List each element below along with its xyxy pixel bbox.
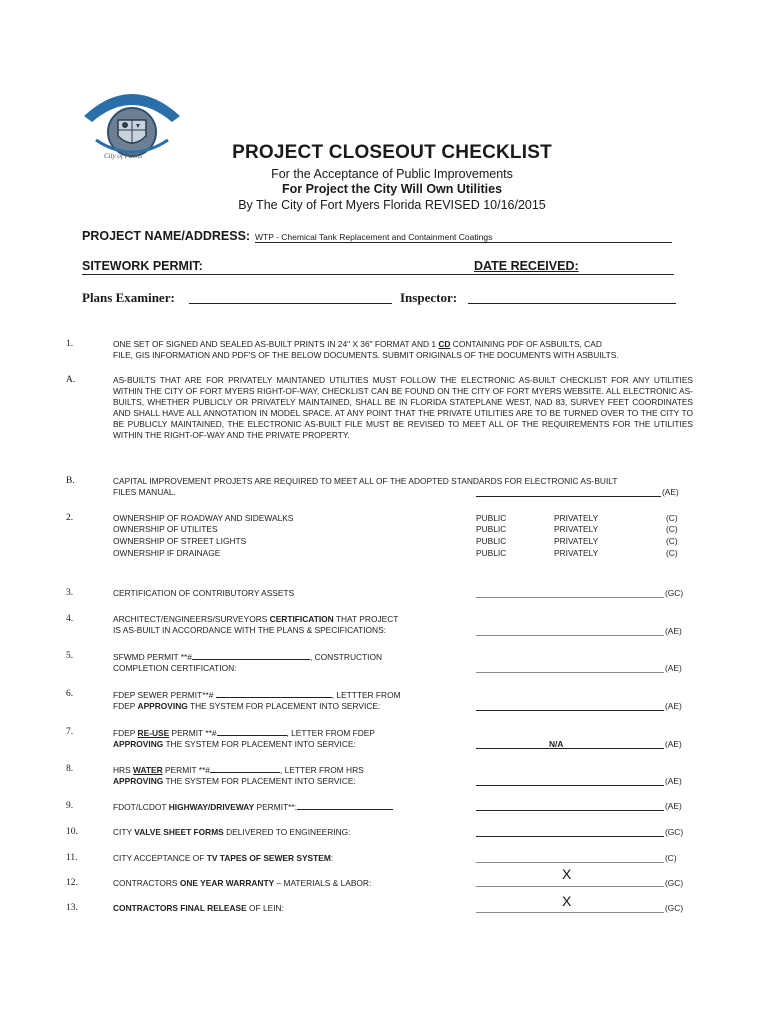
item-5-text: SFWMD PERMIT **# , CONSTRUCTION COMPLETION CERTIFICATION: xyxy=(113,652,383,673)
item-number: 13. xyxy=(66,903,78,913)
item-5-field[interactable] xyxy=(476,672,664,673)
ownership-label: OWNERSHIP OF UTILITES xyxy=(113,524,218,534)
item-11-field[interactable] xyxy=(476,862,664,863)
item-4-field[interactable] xyxy=(476,635,664,636)
item-number: 8. xyxy=(66,764,74,774)
item-5-code: (AE) xyxy=(665,663,682,673)
item-13-text: CONTRACTORS FINAL RELEASE OF LEIN: xyxy=(113,903,284,913)
item-b-text: CAPITAL IMPROVEMENT PROJETS ARE REQUIRED TO MEET ALL OF THE ADOPTED STANDARDS FOR ELECTRONIC AS-BUILT FILES MANUAL. xyxy=(113,476,618,497)
item-number: 12. xyxy=(66,878,78,888)
ownership-code: (C) xyxy=(666,548,678,558)
item-1-text: ONE SET OF SIGNED AND SEALED AS-BUILT PRINTS IN 24" X 36" FORMAT AND 1 CD CONTAINING PDF OF ASBUILTS, CAD FILE, GIS INFORMATION AND PDF'S OF THE BELOW DOCUMENTS. SUBMIT ORIGINALS OF THE DOCUMENTS WITH ASBUILTS. xyxy=(113,339,619,360)
item-number: 4. xyxy=(66,614,74,624)
item-number: 2. xyxy=(66,513,74,523)
item-12-field[interactable] xyxy=(476,886,664,887)
plans-examiner-label: Plans Examiner: xyxy=(82,290,175,305)
item-12-code: (GC) xyxy=(665,878,684,888)
sitework-permit-label: SITEWORK PERMIT: xyxy=(82,259,203,273)
item-6-field[interactable] xyxy=(476,710,664,711)
ownership-label: OWNERSHIP OF STREET LIGHTS xyxy=(113,536,247,546)
item-8-code: (AE) xyxy=(665,776,682,786)
item-11-text: CITY ACCEPTANCE OF TV TAPES OF SEWER SYSTEM: xyxy=(113,853,334,863)
item-number: A. xyxy=(66,375,76,385)
item-3-text: CERTIFICATION OF CONTRIBUTORY ASSETS xyxy=(113,588,295,598)
plans-examiner-field[interactable] xyxy=(189,303,392,304)
public-option[interactable]: PUBLIC xyxy=(476,524,507,534)
logo-caption: City of Palms xyxy=(104,152,143,160)
item-8-field[interactable] xyxy=(476,785,664,786)
subtitle-city-own: For Project the City Will Own Utilities xyxy=(281,182,503,196)
item-12-text: CONTRACTORS ONE YEAR WARRANTY – MATERIALS & LABOR: xyxy=(113,878,372,888)
item-3-code: (GC) xyxy=(665,588,684,598)
date-received-label: DATE RECEIVED: xyxy=(474,259,579,273)
item-number: 5. xyxy=(66,651,74,661)
public-option[interactable]: PUBLIC xyxy=(476,548,507,558)
item-3-field[interactable] xyxy=(476,597,664,598)
item-number: 1. xyxy=(66,339,74,349)
private-option[interactable]: PRIVATELY xyxy=(554,513,599,523)
item-10-field[interactable] xyxy=(476,836,664,837)
item-12-check-mark[interactable]: X xyxy=(562,866,572,882)
project-name-field[interactable]: WTP - Chemical Tank Replacement and Containment Coatings xyxy=(255,232,672,243)
item-a-text: AS-BUILTS THAT ARE FOR PRIVATELY MAINTANED UTILITIES MUST FOLLOW THE ELECTRONIC AS-BUILT CHECKLIST FOR ANY UTILITIES WITHIN THE CITY OF FORT MYERS RIGHT-OF-WAY, CHECKLIST CAN BE FOUND ON THE CITY OF FORT MYERS WEBSITE. ALL ELECTRONIC AS-BUILTS, WHETHER PUBLICLY OR PRIVATELY MAINTAINED, SHALL BE IN FLORIDA STATEPLANE WEST, NAD 83, SURVEY FEET COORDINATES AND SHALL HAVE ALL ANNOTATION IN MODEL SPACE. AT ANY POINT THAT THE PRIVATE UTILITIES ARE TO BE TURNED OVER TO THE CITY TO BE PUBLICLY MAINTAINED, THE ELECTRONIC AS-BUILT FILE MUST BE REVISED TO MEET ALL OF THE REQUIREMENTS FOR THE UTILITIES WITHIN THE RIGHT-OF-WAY AND THE PRIVATE PROPERTY. xyxy=(113,375,693,440)
item-10-text: CITY VALVE SHEET FORMS DELIVERED TO ENGINEERING: xyxy=(113,827,351,837)
ownership-label: OWNERSHIP IF DRAINAGE xyxy=(113,548,221,558)
item-number: 6. xyxy=(66,689,74,699)
item-9-code: (AE) xyxy=(665,801,682,811)
page-title: PROJECT CLOSEOUT CHECKLIST xyxy=(232,142,552,163)
ownership-label: OWNERSHIP OF ROADWAY AND SIDEWALKS xyxy=(113,513,294,523)
public-option[interactable]: PUBLIC xyxy=(476,513,507,523)
item-number: 9. xyxy=(66,801,74,811)
project-name-label: PROJECT NAME/ADDRESS: xyxy=(82,229,251,243)
item-7-code: (AE) xyxy=(665,739,682,749)
ownership-code: (C) xyxy=(666,536,678,546)
private-option[interactable]: PRIVATELY xyxy=(554,524,599,534)
item-6-text: FDEP SEWER PERMIT**# , LETTTER FROM FDEP APPROVING THE SYSTEM FOR PLACEMENT INTO SERVICE: xyxy=(113,690,401,711)
inspector-label: Inspector: xyxy=(400,290,458,305)
public-option[interactable]: PUBLIC xyxy=(476,536,507,546)
item-7-answer: N/A xyxy=(549,739,564,749)
item-9-text: FDOT/LCDOT HIGHWAY/DRIVEWAY PERMIT**: xyxy=(113,801,473,813)
item-number: 3. xyxy=(66,588,74,598)
item-4-text: ARCHITECT/ENGINEERS/SURVEYORS CERTIFICATION THAT PROJECT IS AS-BUILT IN ACCORDANCE WITH THE PLANS & SPECIFICATIONS: xyxy=(113,614,399,635)
item-b-field[interactable] xyxy=(476,496,661,497)
item-number: 10. xyxy=(66,827,78,837)
item-4-code: (AE) xyxy=(665,626,682,636)
item-10-code: (GC) xyxy=(665,827,684,837)
private-option[interactable]: PRIVATELY xyxy=(554,536,599,546)
sitework-permit-field[interactable] xyxy=(82,274,674,275)
item-9-field[interactable] xyxy=(476,810,664,811)
item-7-field[interactable] xyxy=(476,748,664,749)
ownership-code: (C) xyxy=(666,513,678,523)
inspector-field[interactable] xyxy=(468,303,676,304)
private-option[interactable]: PRIVATELY xyxy=(554,548,599,558)
item-7-text: FDEP RE-USE PERMIT **# , LETTER FROM FDEP APPROVING THE SYSTEM FOR PLACEMENT INTO SERVICE: xyxy=(113,728,375,749)
subtitle-revised: By The City of Fort Myers Florida REVISED 10/16/2015 xyxy=(238,198,546,212)
item-11-code: (C) xyxy=(665,853,677,863)
item-13-code: (GC) xyxy=(665,903,684,913)
item-8-text: HRS WATER PERMIT **# , LETTER FROM HRS APPROVING THE SYSTEM FOR PLACEMENT INTO SERVICE: xyxy=(113,765,364,786)
item-b-code: (AE) xyxy=(662,487,679,497)
ownership-code: (C) xyxy=(666,524,678,534)
item-number: 11. xyxy=(66,853,78,863)
item-number: 7. xyxy=(66,727,74,737)
item-number: B. xyxy=(66,476,75,486)
item-13-check-mark[interactable]: X xyxy=(562,893,572,909)
subtitle-acceptance: For the Acceptance of Public Improvements xyxy=(271,167,513,181)
item-13-field[interactable] xyxy=(476,912,664,913)
item-6-code: (AE) xyxy=(665,701,682,711)
